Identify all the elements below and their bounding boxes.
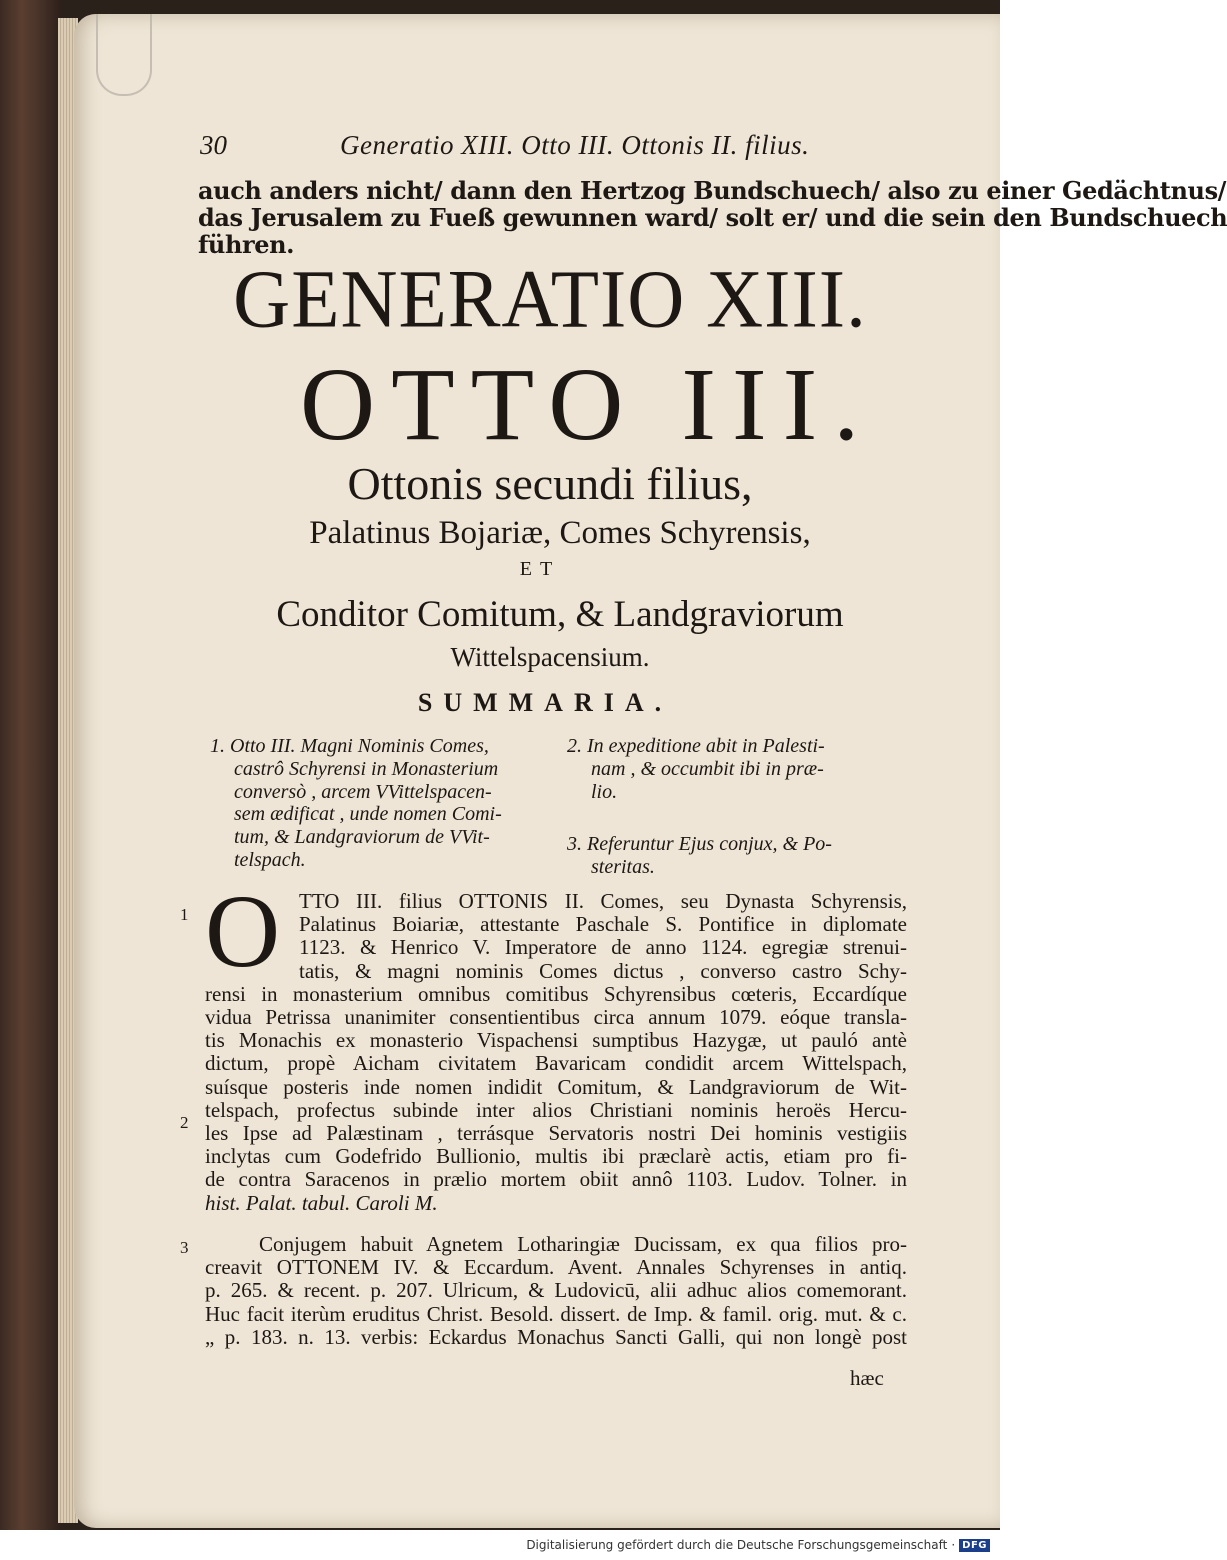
footer-separator: · — [951, 1538, 956, 1552]
paragraph-1 — [205, 890, 907, 1215]
summary-line: telspach. — [234, 848, 306, 871]
summary-item-1 — [210, 735, 555, 872]
summary-line: nam , & occumbit ibi in præ- — [591, 757, 824, 780]
text-line: dictum, propè Aicham civitatem Bavaricam condidit arcem Wittelspach, — [205, 1051, 907, 1076]
text-line: creavit OTTONEM IV. & Eccardum. Avent. Annales Schyrenses in antiq. — [205, 1255, 907, 1280]
text-line: de contra Saracenos in prælio mortem obiit annô 1103. Ludov. Tolner. in — [205, 1167, 907, 1192]
text-line: Huc facit iterùm eruditus Christ. Besold. dissert. de Imp. & famil. orig. mut. & c. — [205, 1301, 907, 1326]
running-head: Generatio XIII. Otto III. Ottonis II. filius. — [340, 130, 810, 160]
catchword: hæc — [850, 1366, 884, 1390]
dfg-logo-icon: DFG — [959, 1539, 990, 1552]
summary-item-3 — [567, 833, 905, 879]
summary-line: 2. In expeditione abit in Palesti- — [567, 735, 825, 757]
text-line: les Ipse ad Palæstinam , terrásque Servatoris nostri Dei hominis vestigiis — [205, 1121, 907, 1146]
text-line: 1123. & Henrico V. Imperatore de anno 1124. egregiæ strenui- — [299, 935, 907, 960]
title-generatio: GENERATIO XIII. — [233, 253, 867, 346]
summaria-heading: SUMMARIA. — [417, 688, 673, 717]
text-line: rensi in monasterium omnibus comitibus Schyrensibus cœteris, Eccardíque — [205, 981, 907, 1006]
margin-number-3: 3 — [180, 1238, 189, 1257]
summary-line: sem ædificat , unde nomen Comi- — [234, 803, 502, 826]
summary-line: lio. — [591, 780, 618, 803]
text-line: Palatinus Boiariæ, attestante Paschale S. Pontifice in diplomate — [299, 912, 907, 937]
page-clip — [96, 14, 152, 96]
summary-line: 3. Referuntur Ejus conjux, & Po- — [567, 833, 832, 855]
footer-text: Digitalisierung gefördert durch die Deutsche Forschungsgemeinschaft — [526, 1538, 948, 1552]
text-line: Conjugem habuit Agnetem Lotharingiæ Ducissam, ex qua filios pro- — [259, 1232, 907, 1256]
summary-line: conversò , arcem VVittelspacen- — [234, 780, 492, 803]
subtitle-conditor: Conditor Comitum, & Landgraviorum — [276, 594, 844, 635]
text-line: tis Monachis ex monasterio Vispachensi sumptibus Hazygæ, ut pauló antè — [205, 1028, 907, 1053]
subtitle-et: ET — [519, 558, 561, 580]
title-otto: OTTO III. — [300, 347, 876, 462]
summary-line: castrô Schyrensi in Monasterium — [234, 757, 499, 780]
text-line: inclytas cum Godefrido Bullionio, multis ibi præclarè actis, etiam pro fi- — [205, 1144, 907, 1169]
subtitle-filius: Ottonis secundi filius, — [347, 458, 753, 509]
summary-line: tum, & Landgraviorum de VVit- — [234, 826, 490, 849]
summary-item-2 — [567, 735, 905, 803]
margin-number-1: 1 — [180, 905, 189, 924]
german-line-1: auch anders nicht/ dann den Hertzog Bundschuech/ also zu einer Gedächtnus/ — [198, 176, 1227, 205]
german-line-3: führen. — [198, 230, 295, 259]
text-line: hist. Palat. tabul. Caroli M. — [205, 1190, 438, 1215]
footer-credit — [526, 1538, 990, 1552]
text-line: „ p. 183. n. 13. verbis: Eckardus Monachus Sancti Galli, qui non longè post — [205, 1324, 907, 1349]
text-line: telspach, profectus subinde inter alios Christiani nominis heroës Hercu- — [205, 1097, 907, 1122]
text-line: suísque posteris inde nomen indidit Comitum, & Landgraviorum de Wit- — [205, 1074, 907, 1099]
german-line-2: das Jerusalem zu Fueß gewunnen ward/ solt er/ und die sein den Bundschuech — [198, 203, 1227, 232]
text-line: p. 265. & recent. p. 207. Ulricum, & Ludovicū, alii adhuc alios comemorant. — [205, 1278, 907, 1303]
subtitle-palatinus: Palatinus Bojariæ, Comes Schyrensis, — [309, 515, 811, 551]
book-binding — [0, 0, 62, 1530]
text-line: vidua Petrissa unanimiter consentientibus circa annum 1079. eóque transla- — [205, 1005, 907, 1030]
paragraph-2 — [205, 1233, 907, 1349]
margin-number-2: 2 — [180, 1113, 189, 1132]
drop-cap: O — [205, 874, 281, 989]
summary-line: 1. Otto III. Magni Nominis Comes, — [210, 735, 489, 757]
subtitle-wittelspacensium: Wittelspacensium. — [450, 642, 650, 672]
text-line: TTO III. filius OTTONIS II. Comes, seu Dynasta Schyrensis, — [299, 889, 907, 913]
text-line: tatis, & magni nominis Comes dictus , converso castro Schy- — [299, 958, 907, 983]
page-number: 30 — [200, 130, 227, 160]
summary-line: steritas. — [591, 855, 655, 878]
